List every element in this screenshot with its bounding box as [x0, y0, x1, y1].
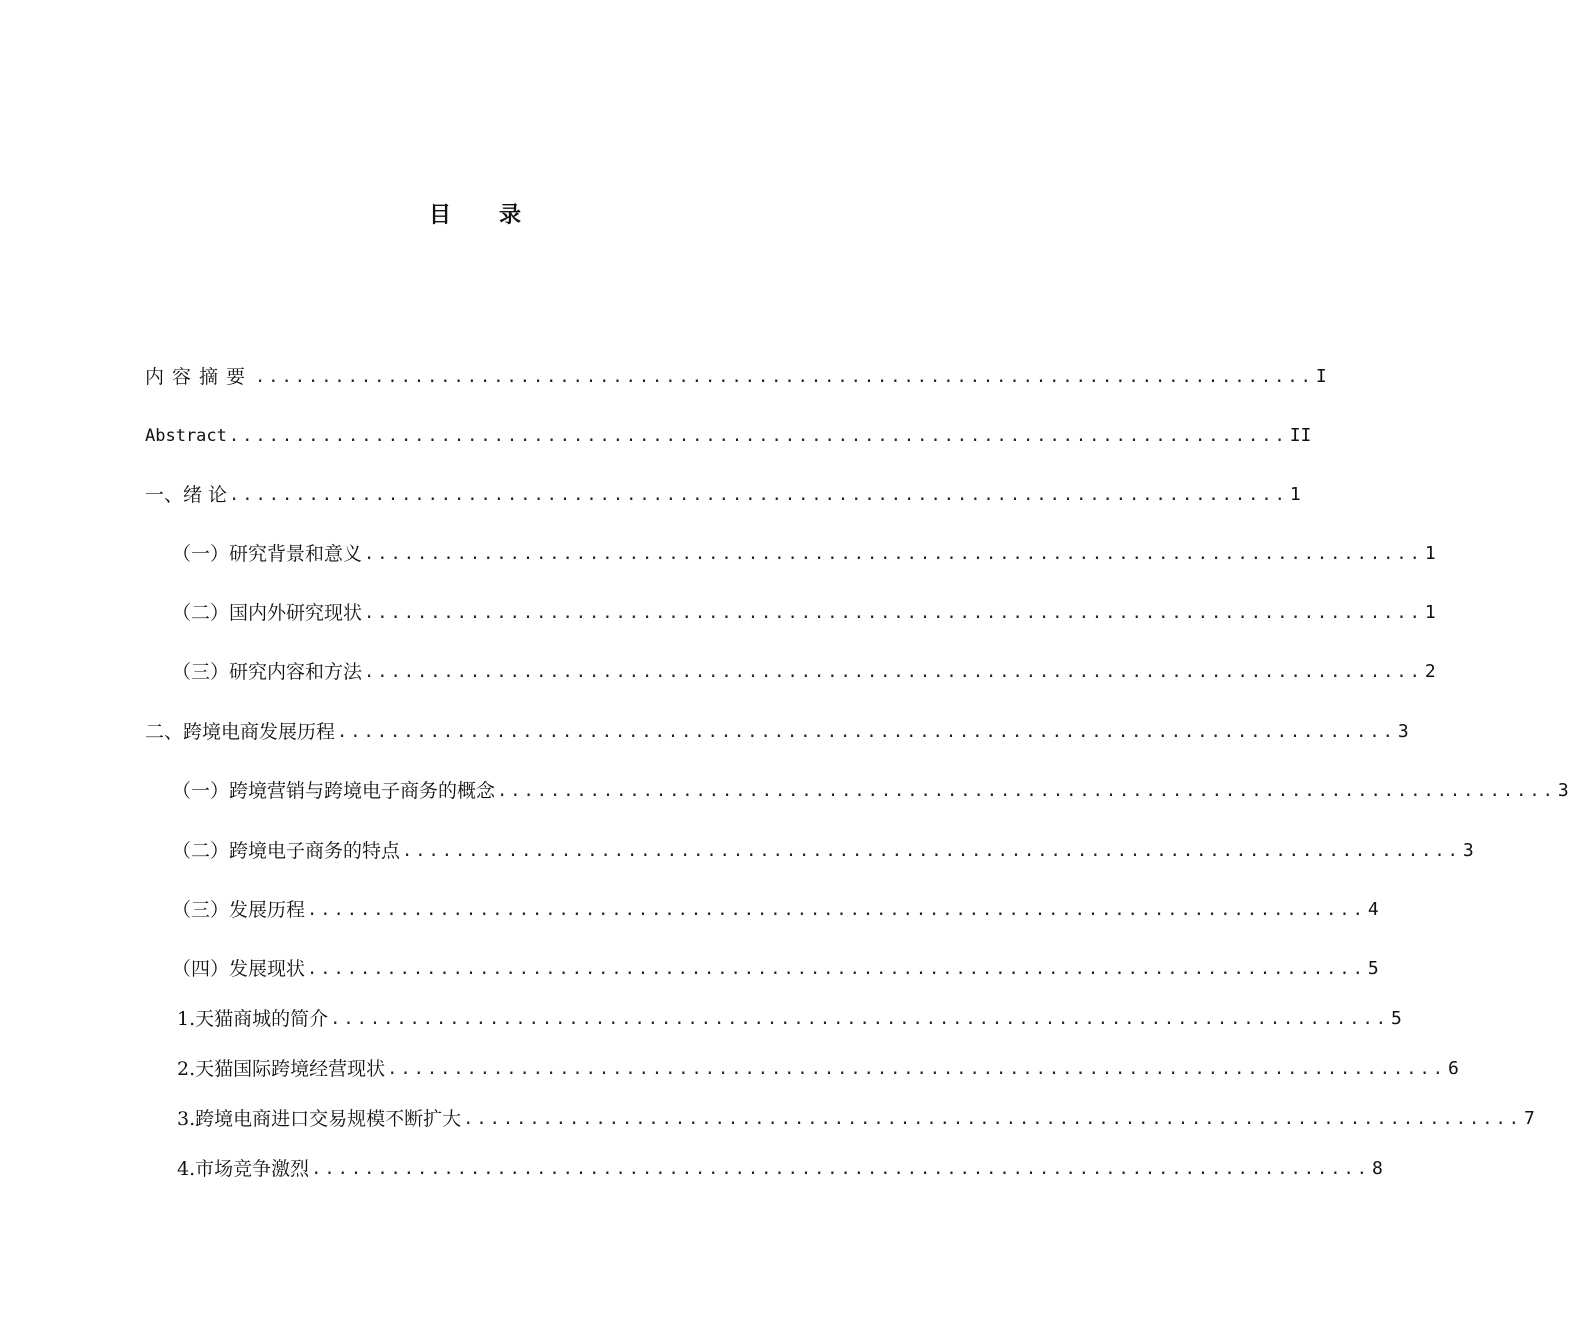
- toc-entry-label: （二）跨境电子商务的特点: [172, 840, 401, 862]
- toc-entry-label: 二、跨境电商发展历程: [145, 721, 336, 743]
- toc-entry-page: 6: [1447, 1058, 1459, 1079]
- toc-entry-label: （一）研究背景和意义: [172, 543, 363, 565]
- toc-entry-2-4-2[interactable]: [177, 1056, 1459, 1082]
- toc-entry-page: 1: [1289, 484, 1301, 505]
- toc-leader-dots: ................................................................................: [255, 367, 1314, 387]
- toc-entry-page: 3: [1557, 780, 1569, 801]
- toc-entry-label: 3.跨境电商进口交易规模不断扩大: [177, 1108, 462, 1130]
- toc-entry-page: 3: [1462, 840, 1474, 861]
- toc-entry-label: Abstract: [145, 426, 227, 446]
- toc-entry-page: 1: [1424, 543, 1436, 564]
- toc-entry-label: 2.天猫国际跨境经营现状: [177, 1058, 386, 1080]
- title-char-2: 录: [499, 203, 522, 228]
- toc-leader-dots: ................................................................................: [364, 662, 1423, 682]
- toc-leader-dots: ................................................................................: [364, 544, 1423, 564]
- toc-entry-2-4-3[interactable]: [177, 1106, 1535, 1132]
- toc-entry-page: 5: [1390, 1008, 1402, 1029]
- toc-entry-page: I: [1315, 366, 1327, 387]
- toc-entry-abstract-en[interactable]: [145, 423, 1312, 449]
- toc-entry-1-2[interactable]: [172, 600, 1436, 626]
- toc-entry-page: 3: [1397, 721, 1409, 742]
- toc-entry-page: 4: [1367, 899, 1379, 920]
- toc-leader-dots: ................................................................................: [330, 1009, 1389, 1029]
- toc-entry-page: 5: [1367, 958, 1379, 979]
- toc-leader-dots: ................................................................................: [337, 722, 1396, 742]
- toc-entry-label: （四）发展现状: [172, 958, 306, 980]
- toc-leader-dots: ................................................................................: [228, 426, 1288, 446]
- toc-entry-2-2[interactable]: [172, 838, 1474, 864]
- toc-entry-label: 一、绪 论: [145, 484, 228, 506]
- toc-entry-label: （二）国内外研究现状: [172, 602, 363, 624]
- toc-entry-1-1[interactable]: [172, 541, 1436, 567]
- page-title: [0, 198, 950, 229]
- toc-entry-label: （三）研究内容和方法: [172, 661, 363, 683]
- toc-entry-label: （三）发展历程: [172, 899, 306, 921]
- toc-entry-page: 7: [1523, 1108, 1535, 1129]
- toc-leader-dots: ................................................................................: [463, 1109, 1522, 1129]
- toc-entry-label: 内容摘要: [145, 366, 254, 388]
- toc-entry-2-3[interactable]: [172, 897, 1379, 923]
- toc-entry-2-4-4[interactable]: [177, 1156, 1383, 1182]
- toc-entry-label: （一）跨境营销与跨境电子商务的概念: [172, 780, 496, 802]
- toc-leader-dots: ................................................................................: [307, 900, 1366, 920]
- toc-leader-dots: ................................................................................: [402, 841, 1461, 861]
- toc-entry-2-4[interactable]: [172, 956, 1379, 982]
- toc-entry-2-4-1[interactable]: [177, 1006, 1402, 1032]
- toc-entry-page: 1: [1424, 602, 1436, 623]
- toc-entry-abstract-cn[interactable]: [145, 364, 1327, 390]
- toc-entry-page: II: [1289, 425, 1312, 446]
- toc-entry-chapter-1[interactable]: [145, 482, 1301, 508]
- toc-leader-dots: ................................................................................: [364, 603, 1423, 623]
- toc-entry-chapter-2[interactable]: [145, 719, 1409, 745]
- toc-leader-dots: ................................................................................: [307, 959, 1366, 979]
- toc-leader-dots: ................................................................................: [311, 1159, 1370, 1179]
- toc-entry-1-3[interactable]: [172, 659, 1436, 685]
- toc-entry-label: 4.市场竞争激烈: [177, 1158, 310, 1180]
- toc-entry-label: 1.天猫商城的简介: [177, 1008, 329, 1030]
- toc-entry-page: 2: [1424, 661, 1436, 682]
- title-char-1: 目: [428, 203, 451, 228]
- toc-leader-dots: ................................................................................: [387, 1059, 1446, 1079]
- toc-leader-dots: ................................................................................: [497, 781, 1556, 801]
- toc-entry-page: 8: [1371, 1158, 1383, 1179]
- toc-entry-2-1[interactable]: [172, 778, 1569, 804]
- toc-leader-dots: ................................................................................: [229, 485, 1288, 505]
